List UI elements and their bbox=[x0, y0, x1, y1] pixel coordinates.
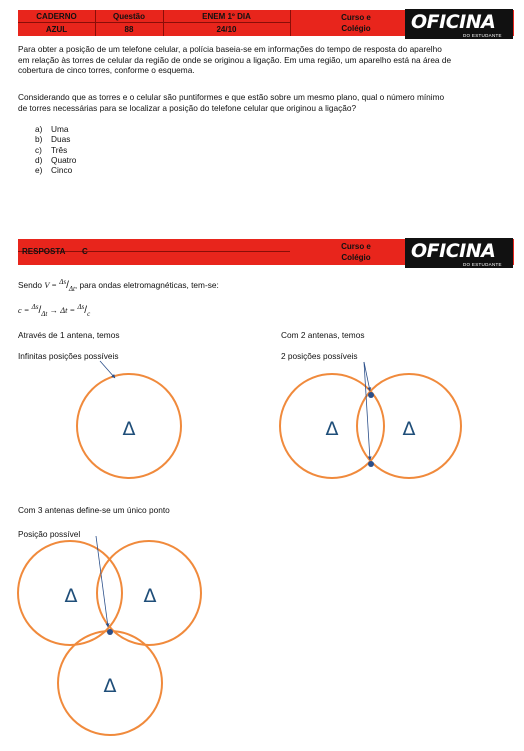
pointer-arrow bbox=[100, 361, 115, 378]
formula-denominator: Δt bbox=[68, 285, 75, 293]
three-antenna-note: Posição possível bbox=[18, 529, 81, 539]
questao-value: 88 bbox=[124, 25, 134, 34]
formula-denominator: c bbox=[87, 310, 91, 318]
option-text: Uma bbox=[51, 124, 69, 134]
one-antenna-note: Infinitas posições possíveis bbox=[18, 351, 119, 361]
option-text: Quatro bbox=[51, 154, 77, 165]
formula-c: c = bbox=[18, 306, 30, 315]
option-text: Cinco bbox=[51, 165, 73, 176]
resposta-label: RESPOSTA bbox=[22, 247, 66, 256]
formula-numerator: Δs bbox=[77, 303, 85, 311]
two-antenna-note: 2 posições possíveis bbox=[281, 351, 358, 361]
curso-label: Curso e bbox=[341, 13, 371, 22]
colegio-label: Colégio bbox=[341, 24, 371, 33]
text-line: de torres necessárias para se localizar a posição do telefone celular que originou a ligação? bbox=[18, 102, 357, 113]
one-antenna-title: Através de 1 antena, temos bbox=[18, 330, 120, 340]
tower-icon: Δ bbox=[325, 418, 339, 440]
text-sendo-suffix: , para ondas eletromagnéticas, tem-se: bbox=[74, 280, 219, 290]
enem-value: 24/10 bbox=[216, 25, 237, 34]
intersection-point bbox=[368, 392, 374, 398]
tower-icon: Δ bbox=[103, 675, 117, 697]
logo-subtext: DO ESTUDANTE bbox=[463, 33, 502, 38]
tower-icon: Δ bbox=[143, 585, 157, 607]
tower-icon: Δ bbox=[402, 418, 416, 440]
two-antenna-diagram bbox=[280, 362, 461, 478]
option-letter: c) bbox=[35, 144, 42, 155]
curso-label: Curso e bbox=[341, 242, 371, 251]
logo-text: OFICINA bbox=[411, 11, 496, 33]
text-sendo: Sendo bbox=[18, 280, 42, 290]
tower-icon: Δ bbox=[122, 418, 136, 440]
text-line: em relação às torres de celular da região de onde se originou a ligação. Em uma região, um aparelho está na área de bbox=[18, 54, 452, 65]
three-antenna-diagram bbox=[18, 536, 201, 735]
tower-icon: Δ bbox=[64, 585, 78, 607]
caderno-label: CADERNO bbox=[36, 12, 77, 21]
logo-text: OFICINA bbox=[411, 240, 496, 262]
option-letter: d) bbox=[35, 154, 43, 165]
intersection-point bbox=[107, 629, 113, 635]
formula-v: V = bbox=[44, 281, 57, 290]
logo-subtext: DO ESTUDANTE bbox=[463, 262, 502, 267]
text-line: cobertura de cinco torres, conforme o esquema. bbox=[18, 65, 195, 76]
formula-numerator: Δs bbox=[31, 303, 39, 311]
colegio-label: Colégio bbox=[341, 253, 371, 262]
questao-label: Questão bbox=[112, 12, 145, 21]
three-antenna-title: Com 3 antenas define-se um único ponto bbox=[18, 505, 170, 515]
intersection-point bbox=[368, 461, 374, 467]
formula-numerator: Δs bbox=[59, 278, 67, 286]
formula-delta-t: Δt = bbox=[60, 306, 76, 315]
formula-line-velocity: Sendo $V = ^{\Delta s}/_{\Delta t}$, para ondas eletromagnéticas, tem-se: bbox=[18, 278, 219, 293]
option-text: Três bbox=[51, 144, 68, 155]
formula-line-time: $c = ^{\Delta s}/_{\Delta t} \to \Delta t = ^{\Delta s}/_c$ bbox=[18, 303, 91, 318]
caderno-value: AZUL bbox=[45, 25, 68, 34]
option-letter: b) bbox=[35, 134, 43, 145]
two-antenna-title: Com 2 antenas, temos bbox=[281, 330, 365, 340]
text-line: Considerando que as torres e o celular são puntiformes e que estão sobre um mesmo plano, qual o número mínimo bbox=[18, 92, 445, 102]
text-line: Para obter a posição de um telefone celular, a polícia baseia-se em informações do tempo de resposta do aparelho bbox=[18, 44, 442, 54]
formula-arrow: → bbox=[49, 305, 58, 315]
formula-denominator: Δt bbox=[41, 310, 48, 318]
enem-label: ENEM 1º DIA bbox=[202, 12, 251, 21]
option-letter: e) bbox=[35, 165, 43, 176]
resposta-value: C bbox=[82, 247, 88, 256]
option-text: Duas bbox=[51, 134, 71, 145]
option-letter: a) bbox=[35, 124, 43, 134]
